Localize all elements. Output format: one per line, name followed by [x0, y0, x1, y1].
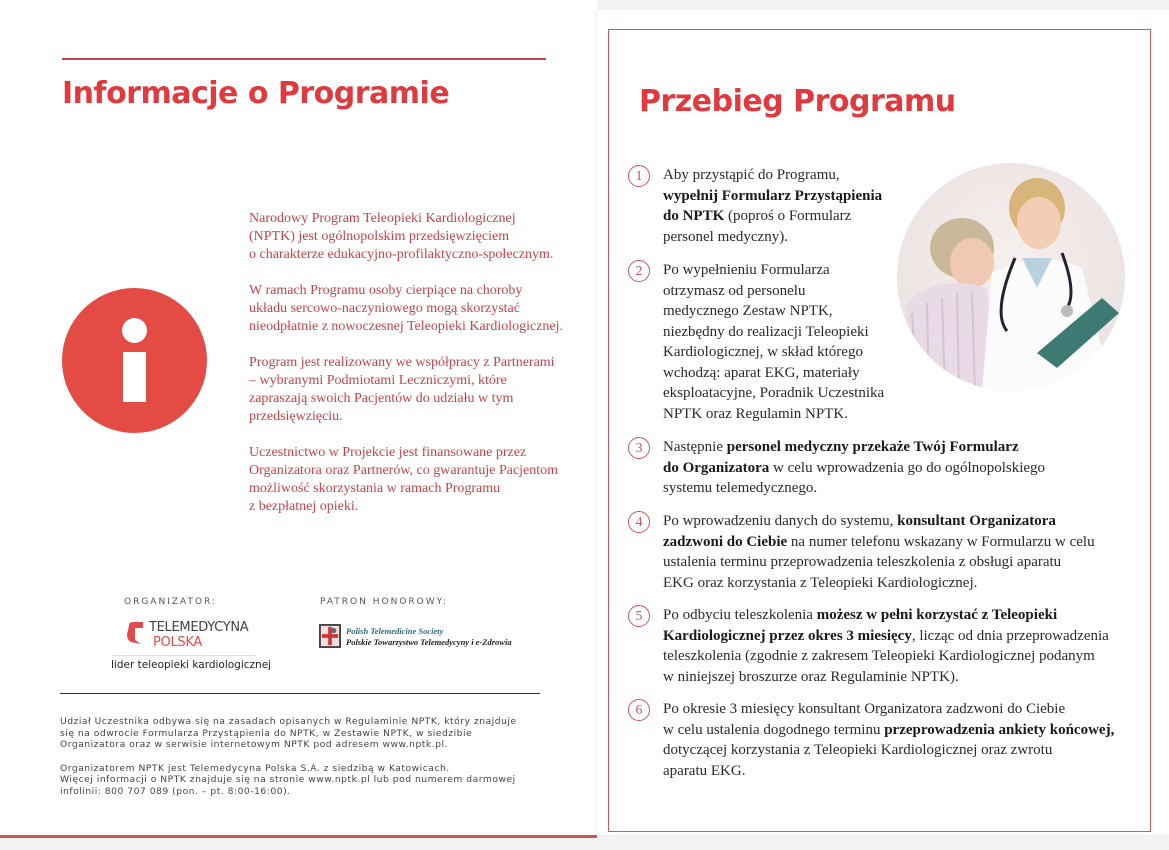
step-number-badge: 5	[628, 605, 650, 627]
photo-illustration	[897, 163, 1125, 391]
step-text	[663, 605, 1109, 687]
telemedycyna-polska-logo	[111, 620, 287, 676]
step-text	[663, 165, 882, 247]
step-text-run: Po wprowadzeniu danych do systemu,	[663, 513, 898, 529]
logo-name-line1: TELEMEDYCYNA	[149, 620, 249, 635]
step-text-run: Po wypełnieniu Formularza otrzymasz od personelu medycznego Zestaw NPTK, niezbędny do realizacji Teleopieki Kardiologicznej, w skład którego wchodzą: aparat EKG, materiały eksploatacyjne, Poradnik Uczestnika NPTK oraz Regulamin NPTK.	[663, 262, 885, 422]
logo-tagline: lider teleopieki kardiologicznej	[111, 659, 272, 671]
info-icon-dot	[122, 318, 147, 343]
info-paragraph: W ramach Programu osoby cierpiące na choroby układu sercowo-naczyniowego mogą skorzystać nieodpłatnie z nowoczesnej Teleopieki Kardiologicznej.	[249, 283, 564, 334]
step-number-badge: 4	[628, 511, 650, 533]
info-icon-bar	[123, 352, 146, 402]
organizer-label: ORGANIZATOR:	[124, 597, 218, 607]
info-paragraph: Program jest realizowany we współpracy z Partnerami – wybranymi Podmiotami Leczniczymi, które zapraszają swoich Pacjentów do udziału w tym przedsięwzięciu.	[249, 355, 555, 424]
step-number-badge: 2	[628, 260, 650, 282]
telemedycyna-logo-mark-icon	[127, 622, 145, 644]
step-text-run: Po odbyciu teleszkolenia	[663, 607, 817, 623]
step-text-emphasis: personel medyczny przekaże Twój Formularz do Organizatora	[663, 439, 1019, 476]
footnote-paragraph: Udział Uczestnika odbywa się na zasadach opisanych w Regulaminie NPTK, który znajduje się na odwrocie Formularza Przystąpienia do NPTK, w Zestawie NPTK, w siedzibie Organizatora oraz w serwisie internetowym NPTK pod adresem www.nptk.pl.	[60, 716, 517, 750]
society-name-pl: Polskie Towarzystwo Telemedycyny i e-Zdrowia	[346, 637, 512, 647]
page-title-process: Przebieg Programu	[639, 84, 956, 119]
step-text-run: Po okresie 3 miesięcy konsultant Organizatora zadzwoni do Ciebie w celu ustalenia dogodnego terminu	[663, 701, 1066, 738]
program-info-text	[249, 210, 569, 534]
info-paragraph: Uczestnictwo w Projekcie jest finansowane przez Organizatora oraz Partnerów, co gwarantuje Pacjentom możliwość skorzystania w ramach Programu z bezpłatnej opieki.	[249, 445, 559, 514]
step-text-run: w celu wprowadzenia go do ogólnopolskiego systemu telemedycznego.	[663, 459, 1046, 496]
top-divider	[62, 58, 546, 60]
step-number-badge: 6	[628, 699, 650, 721]
step-text-run: (poproś o Formularz personel medyczny).	[663, 208, 852, 245]
step-text-emphasis: przeprowadzenia ankiety końcowej,	[884, 721, 1115, 738]
polish-telemedicine-society-logo	[319, 624, 539, 652]
step-text-run: , licząc od dnia przeprowadzenia teleszkolenia (zgodnie z zakresem Teleopieki Kardiologicznej podanym w niniejszej broszurze oraz Regulaminie NPTK).	[663, 627, 1109, 685]
step-text-run: dotyczącej korzystania z Teleopieki Kardiologicznej oraz zwrotu aparatu EKG.	[663, 742, 1053, 779]
step-number-badge: 3	[628, 437, 650, 459]
step-text	[663, 437, 1045, 499]
society-name-en: Polish Telemedicine Society	[346, 626, 444, 636]
step-text-run: Następnie	[663, 439, 727, 455]
info-paragraph: Narodowy Program Teleopieki Kardiologicznej (NPTK) jest ogólnopolskim przedsięwzięciem o charakterze edukacyjno-profilaktyczno-społecznym.	[249, 211, 554, 262]
society-emblem-icon	[319, 624, 341, 648]
patron-label: PATRON HONOROWY:	[320, 597, 448, 607]
step-text-emphasis: możesz w pełni korzystać z Teleopieki Kardiologicznej przez okres 3 miesięcy	[663, 607, 1058, 644]
doctor-patient-photo	[897, 163, 1125, 391]
page-title-info: Informacje o Programie	[62, 76, 450, 111]
step-text-emphasis: wypełnij Formularz Przystąpienia do NPTK	[663, 187, 883, 224]
footer-divider	[60, 693, 540, 694]
step-number-badge: 1	[628, 165, 650, 187]
logo-divider	[113, 655, 255, 656]
footnote	[60, 716, 550, 809]
step-text	[663, 511, 1095, 593]
footnote-paragraph: Organizatorem NPTK jest Telemedycyna Polska S.A. z siedzibą w Katowicach. Więcej informacji o NPTK znajduje się na stronie www.nptk.pl lub pod numerem darmowej infolinii: 800 707 089 (pon. – pt. 8:00-16:00).	[60, 762, 516, 797]
info-icon	[62, 288, 207, 433]
step-text	[663, 260, 884, 424]
step-text-run: na numer telefonu wskazany w Formularzu w celu ustalenia terminu przeprowadzenia teleszkolenia z obsługi aparatu EKG oraz korzystania z Teleopieki Kardiologicznej.	[663, 533, 1095, 591]
step-text	[663, 699, 1114, 781]
step-text-run: Aby przystąpić do Programu,	[663, 167, 840, 183]
step-text-emphasis: konsultant Organizatora zadzwoni do Ciebie	[663, 513, 1056, 550]
logo-name-line2: POLSKA	[153, 635, 202, 650]
